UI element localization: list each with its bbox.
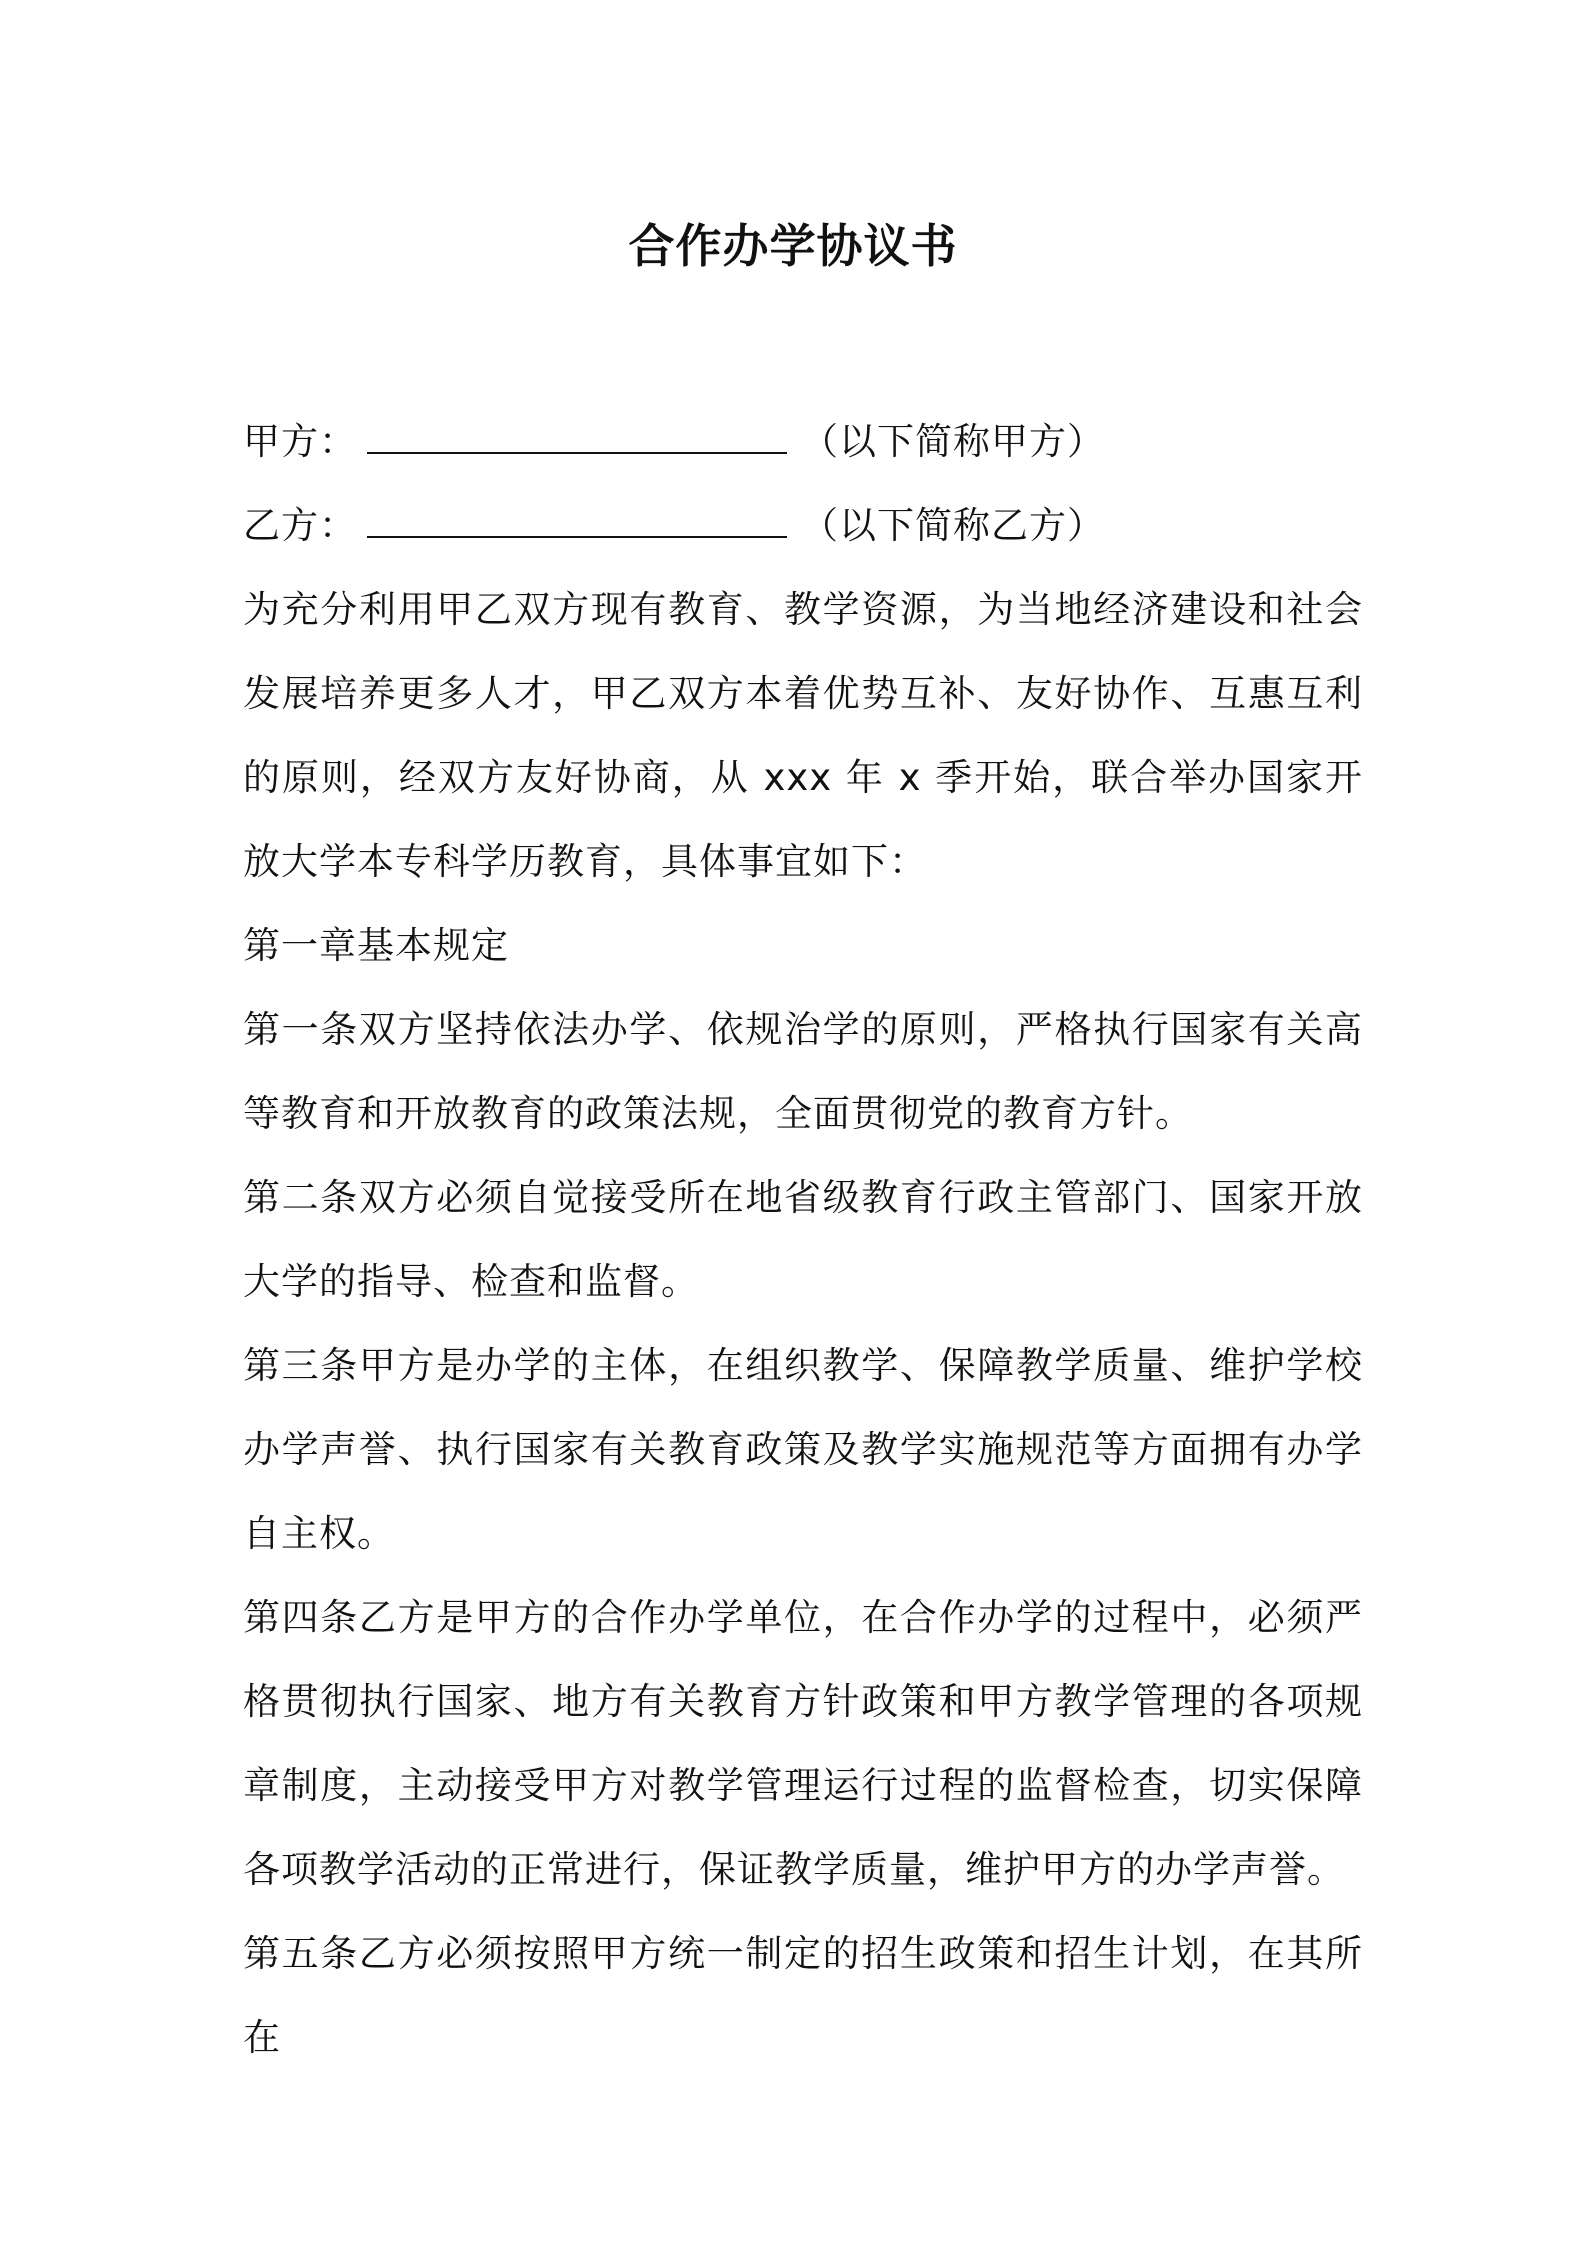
article-3: 第三条甲方是办学的主体，在组织教学、保障教学质量、维护学校办学声誉、执行国家有关教育政策及教学实施规范等方面拥有办学自主权。 bbox=[243, 1344, 1363, 1555]
article-5: 第五条乙方必须按照甲方统一制定的招生政策和招生计划，在其所在 bbox=[243, 1932, 1363, 2059]
article-2: 第二条双方必须自觉接受所在地省级教育行政主管部门、国家开放大学的指导、检查和监督。 bbox=[243, 1176, 1363, 1303]
article-4: 第四条乙方是甲方的合作办学单位，在合作办学的过程中，必须严格贯彻执行国家、地方有关教育方针政策和甲方教学管理的各项规章制度，主动接受甲方对教学管理运行过程的监督检查，切实保障各项教学活动的正常进行，保证教学质量，维护甲方的办学声誉。 bbox=[243, 1596, 1363, 1891]
intro-paragraph: 为充分利用甲乙双方现有教育、教学资源，为当地经济建设和社会发展培养更多人才，甲乙双方本着优势互补、友好协作、互惠互利的原则，经双方友好协商，从 xxx 年 x 季开始，联合举办国家开放大学本专科学历教育，具体事宜如下： bbox=[243, 588, 1363, 883]
party-a-note: （以下简称甲方） bbox=[801, 420, 1105, 463]
document-body bbox=[243, 568, 1363, 2080]
party-b-label: 乙方： bbox=[243, 504, 357, 547]
party-b-note: （以下简称乙方） bbox=[801, 504, 1105, 547]
party-a-blank bbox=[367, 426, 787, 454]
chapter-heading: 第一章基本规定 bbox=[243, 924, 509, 967]
party-a-line bbox=[243, 400, 1363, 484]
party-a-label: 甲方： bbox=[243, 420, 357, 463]
document-title: 合作办学协议书 bbox=[628, 219, 958, 273]
party-b-line bbox=[243, 484, 1363, 568]
party-b-blank bbox=[367, 510, 787, 538]
article-1: 第一条双方坚持依法办学、依规治学的原则，严格执行国家有关高等教育和开放教育的政策法规，全面贯彻党的教育方针。 bbox=[243, 1008, 1363, 1135]
